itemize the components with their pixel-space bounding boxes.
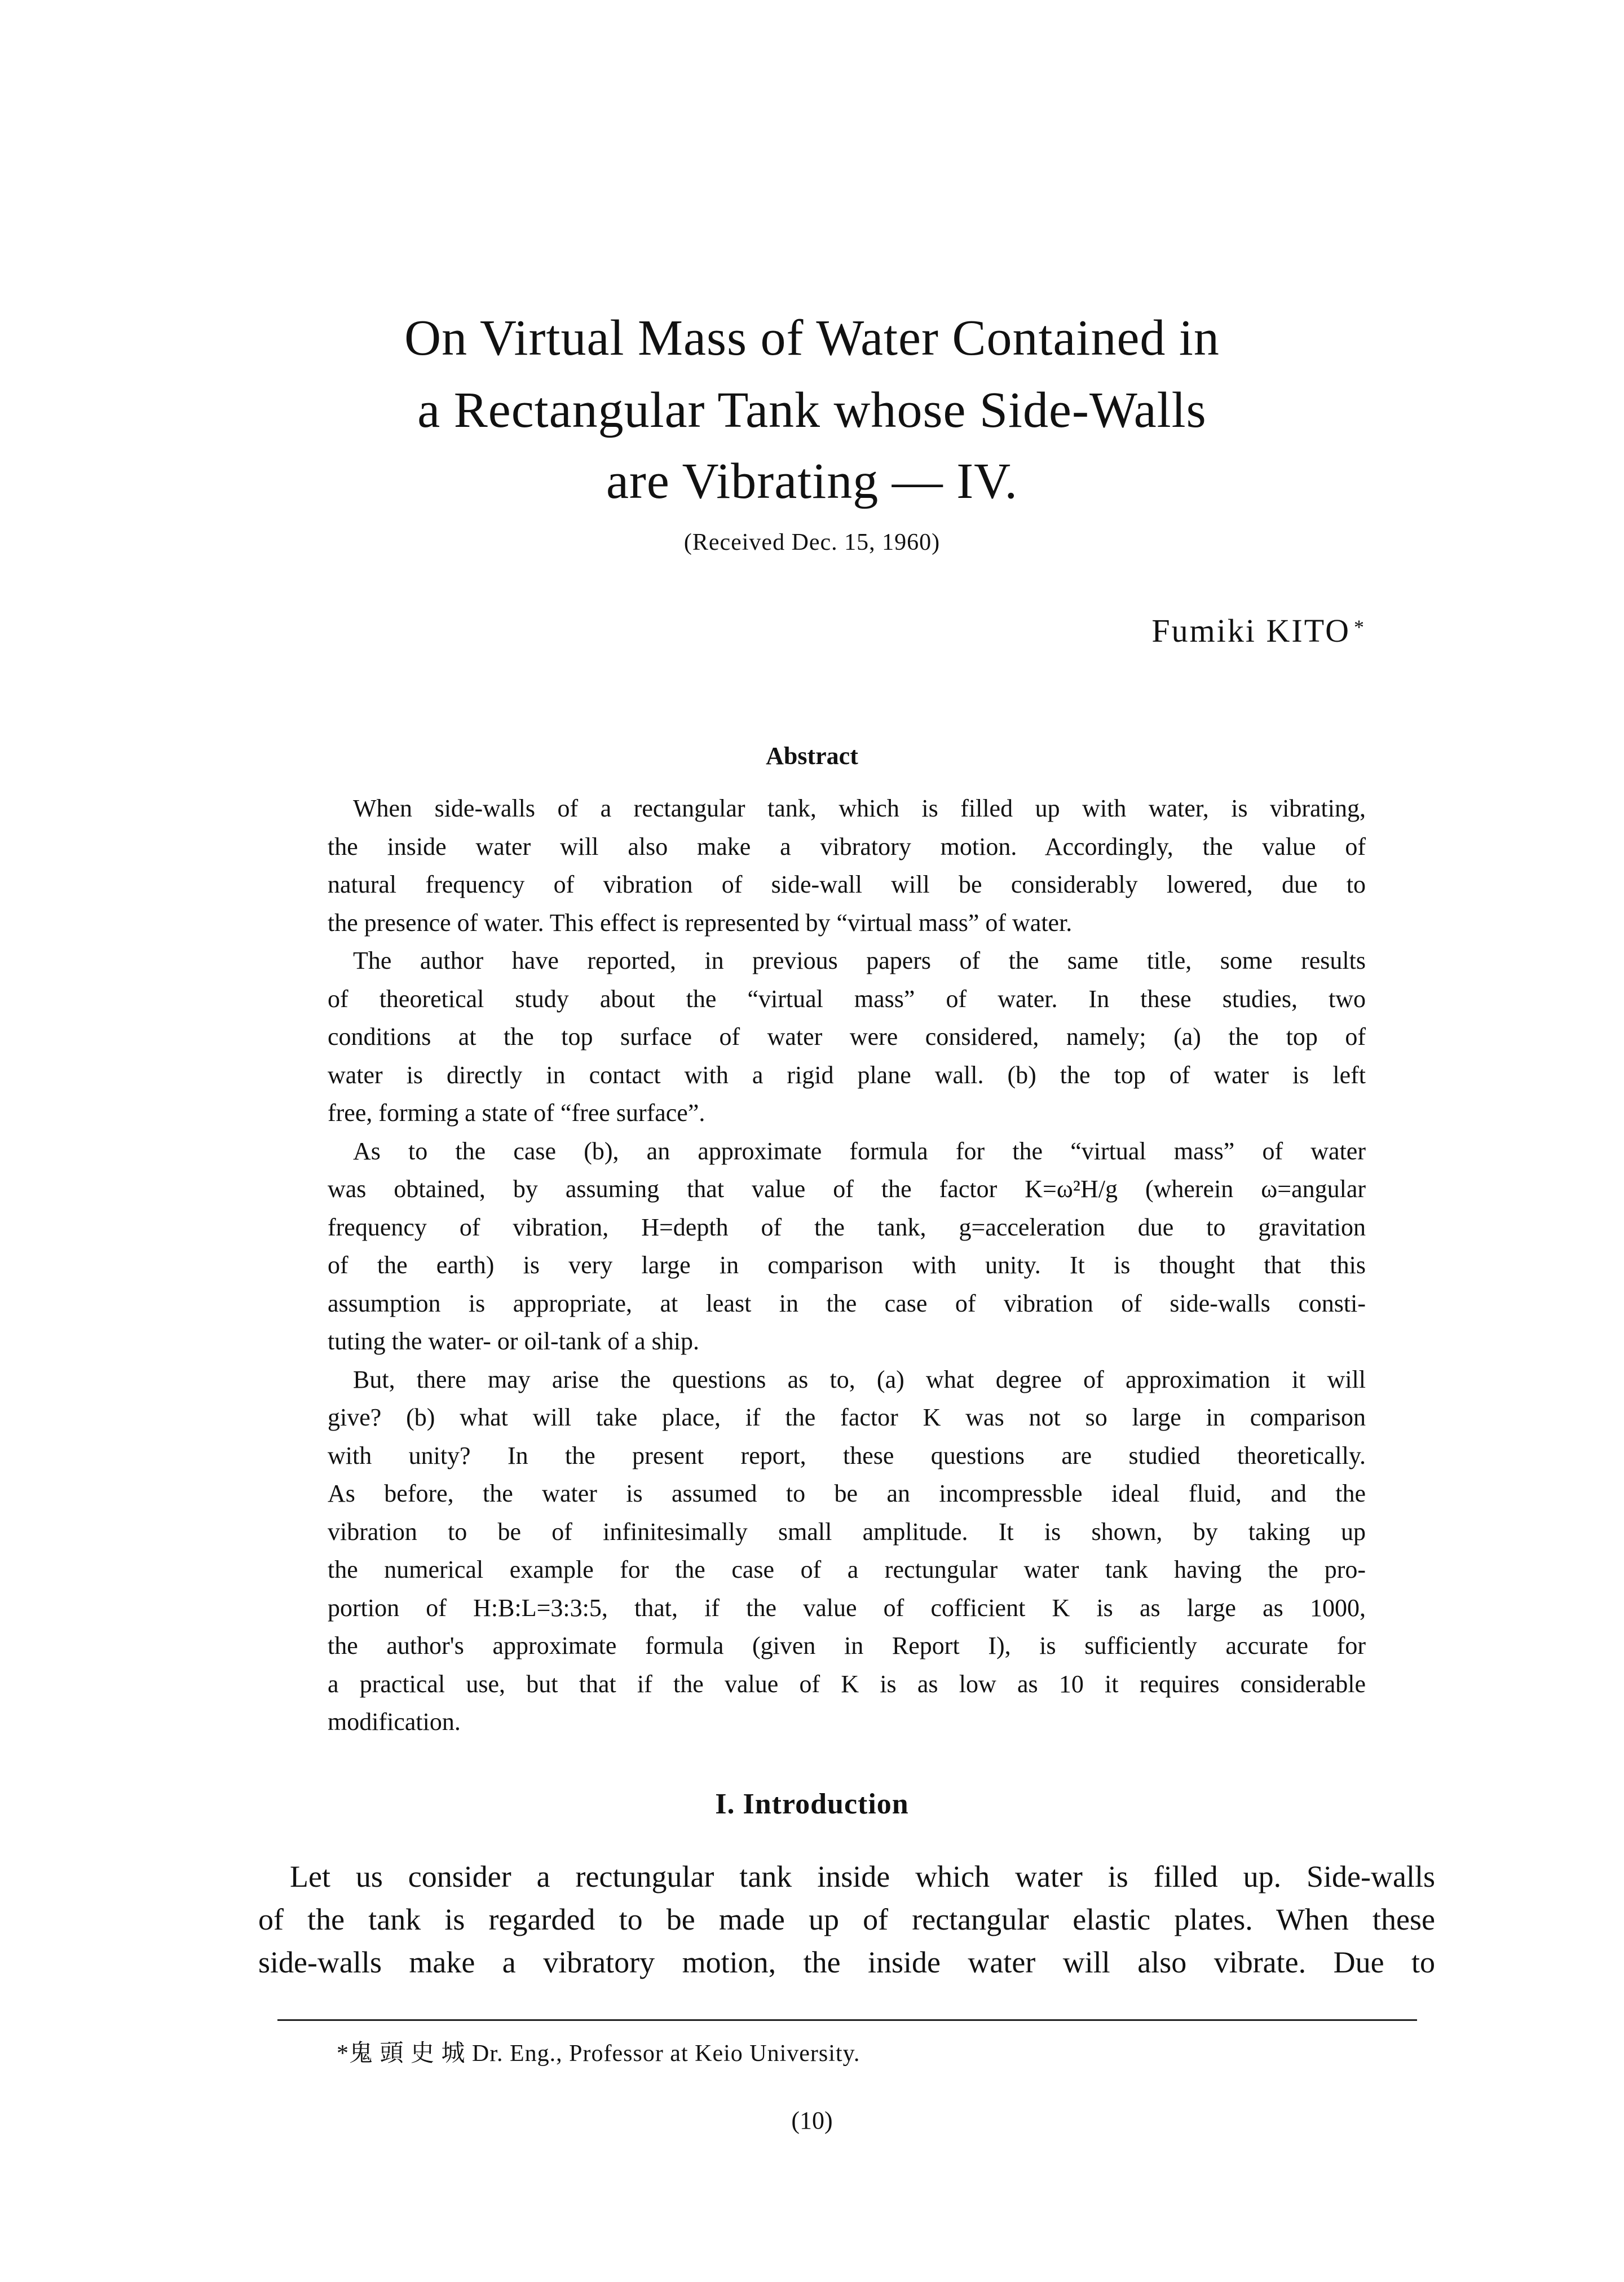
text-line: Let us consider a rectungular tank inside which water is filled up. Side-walls [290,1860,1435,1893]
title-line-2: a Rectangular Tank whose Side-Walls [417,382,1207,438]
author [1151,612,1366,650]
text-line: the numerical example for the case of a rectungular water tank having the pro- [328,1556,1366,1583]
text-line: assumption is appropriate, at least in the case of vibration of side-walls consti- [328,1289,1366,1317]
text-line: with unity? In the present report, these questions are studied theoretically. [328,1441,1366,1469]
author-name: Fumiki KITO [1151,612,1351,649]
introduction-body [258,1855,1435,1984]
text-line: As to the case (b), an approximate formula for the “virtual mass” of water [353,1137,1366,1165]
text-line: a practical use, but that if the value of K is as low as 10 it requires considerable [328,1670,1366,1698]
received-date: (Received Dec. 15, 1960) [683,529,941,555]
text-line: free, forming a state of “free surface”. [328,1099,705,1127]
text-line: vibration to be of infinitesimally small amplitude. It is shown, by taking up [328,1517,1366,1546]
text-line: give? (b) what will take place, if the factor K was not so large in comparison [328,1403,1366,1431]
text-line: conditions at the top surface of water were considered, namely; (a) the top of [328,1023,1366,1050]
author-footnote-mark: * [1354,616,1366,638]
text-line: But, there may arise the questions as to, (a) what degree of approximation it will [353,1365,1366,1393]
text-line: The author have reported, in previous papers of the same title, some results [353,947,1366,974]
text-line: of the tank is regarded to be made up of rectangular elastic plates. When these [258,1903,1435,1936]
text-line: of theoretical study about the “virtual mass” of water. In these studies, two [328,985,1366,1013]
text-line: side-walls make a vibratory motion, the inside water will also vibrate. Due to [258,1945,1435,1979]
text-line: the presence of water. This effect is represented by “virtual mass” of water. [328,908,1073,937]
text-line: the author's approximate formula (given in Report I), is sufficiently accurate for [328,1632,1366,1659]
text-line: the inside water will also make a vibratory motion. Accordingly, the value of [328,832,1366,860]
text-line: tuting the water- or oil-tank of a ship. [328,1327,699,1355]
text-line: of the earth) is very large in comparison with unity. It is thought that this [328,1251,1366,1279]
text-line: portion of H:B:L=3:3:5, that, if the value of cofficient K is as large as 1000, [328,1594,1366,1622]
page-number: (10) [791,2107,833,2134]
text-line: As before, the water is assumed to be an incompressble ideal fluid, and the [328,1480,1366,1507]
title-line-3: are Vibrating — IV. [606,453,1018,509]
abstract-heading: Abstract [766,742,858,770]
text-line: modification. [328,1708,461,1736]
text-line: When side-walls of a rectangular tank, which is filled up with water, is vibrating, [353,794,1366,822]
introduction-heading: I. Introduction [715,1788,909,1820]
text-line: water is directly in contact with a rigid plane wall. (b) the top of water is left [328,1061,1366,1089]
title-line-1: On Virtual Mass of Water Contained in [404,310,1220,366]
text-line: frequency of vibration, H=depth of the tank, g=acceleration due to gravitation [328,1213,1366,1241]
text-line: was obtained, by assuming that value of the factor K=ω²H/g (wherein ω=angular [328,1175,1366,1203]
text-line: natural frequency of vibration of side-wall will be considerably lowered, due to [328,871,1366,898]
abstract-body [328,789,1366,1741]
footnote-divider [277,2019,1417,2021]
footnote: *鬼 頭 史 城 Dr. Eng., Professor at Keio University. [337,2041,860,2067]
